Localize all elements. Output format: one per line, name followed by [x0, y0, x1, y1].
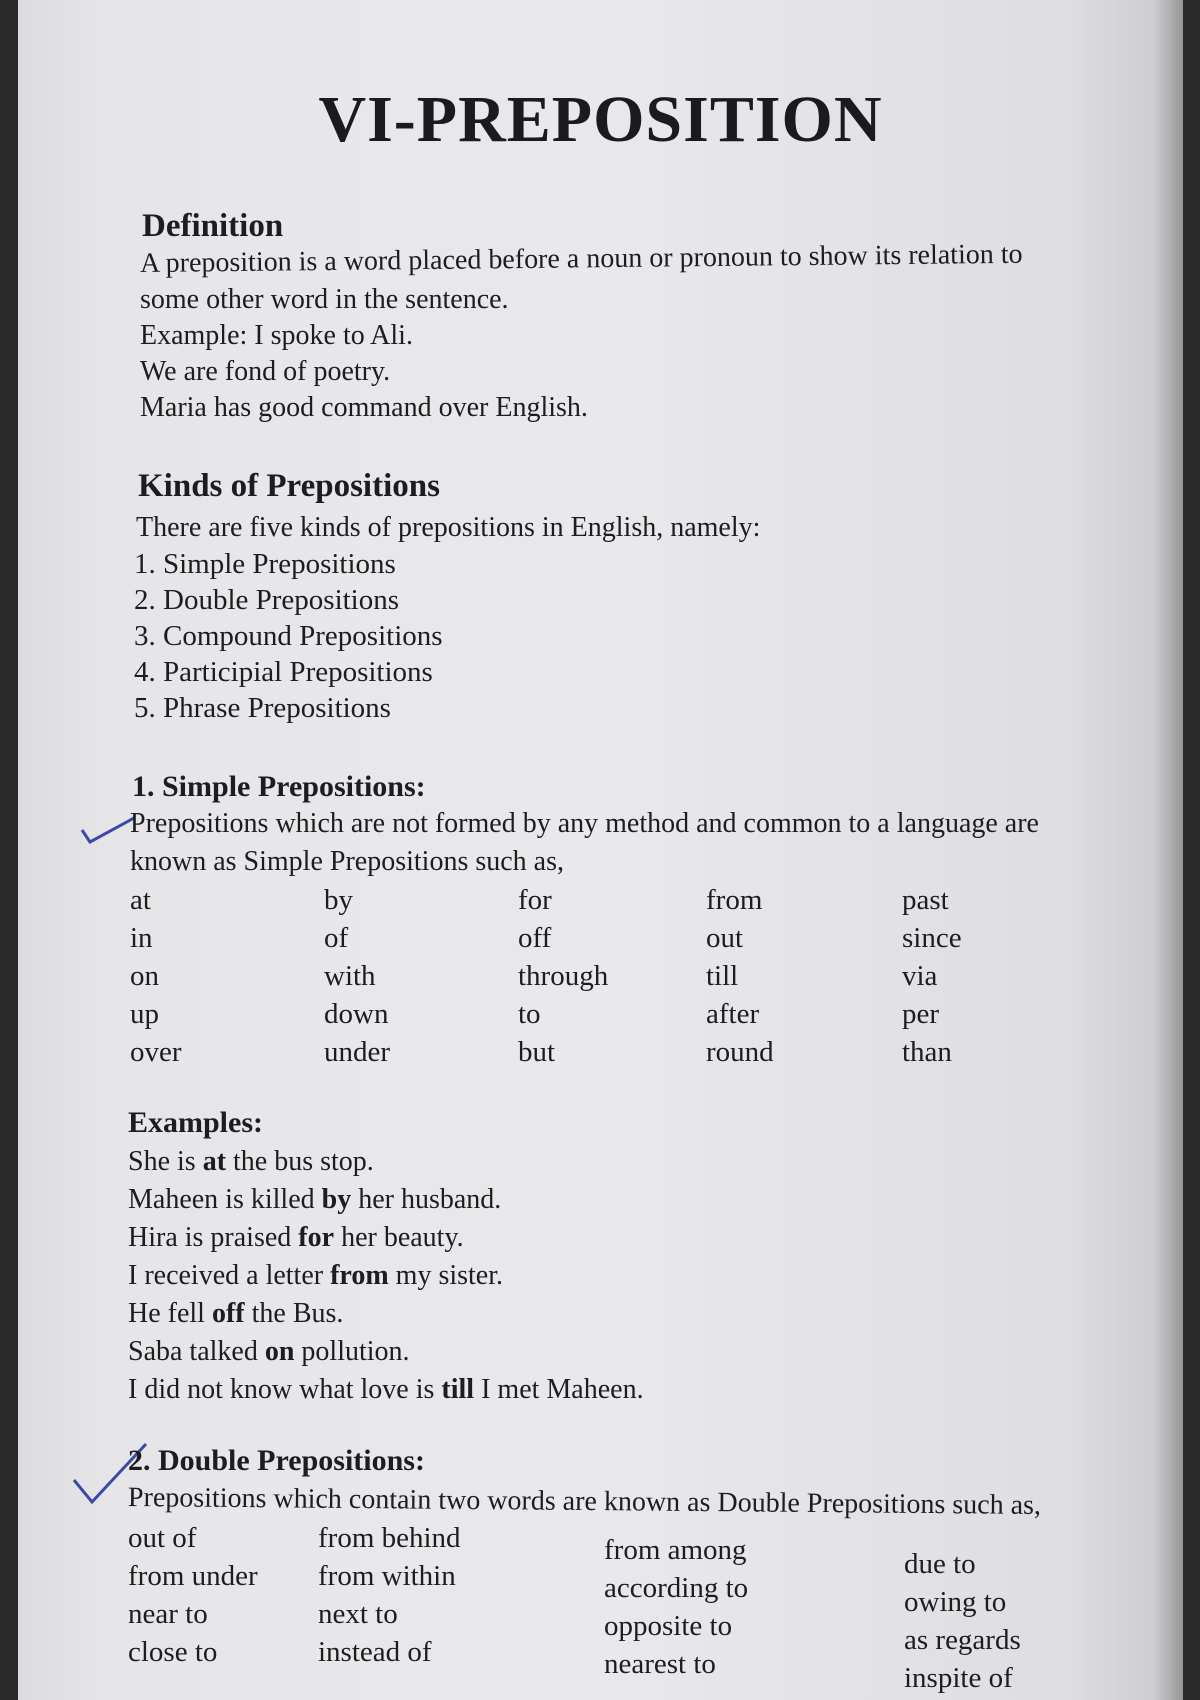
double-preposition-phrase: opposite to — [604, 1610, 733, 1642]
double-preposition-phrase: next to — [318, 1598, 398, 1630]
double-preposition-phrase: instead of — [318, 1636, 432, 1668]
example-sentence: Maheen is killed by her husband. — [128, 1184, 502, 1215]
simple-preposition-word: through — [518, 960, 609, 992]
definition-example-3: Maria has good command over English. — [140, 392, 588, 423]
double-preposition-phrase: nearest to — [604, 1648, 716, 1680]
definition-heading: Definition — [142, 208, 284, 244]
simple-preposition-word: up — [130, 998, 159, 1030]
simple-preposition-word: by — [324, 884, 353, 916]
simple-preposition-word: at — [130, 884, 151, 916]
page-edge-shadow — [1153, 0, 1183, 1700]
simple-preposition-word: to — [518, 998, 541, 1030]
simple-preposition-word: off — [518, 922, 552, 954]
simple-preposition-word: of — [324, 922, 349, 954]
definition-example-1: Example: I spoke to Ali. — [140, 320, 413, 351]
definition-line-2: some other word in the sentence. — [140, 284, 509, 315]
double-preposition-phrase: according to — [604, 1572, 749, 1604]
double-preposition-phrase: from behind — [318, 1522, 461, 1554]
kinds-heading: Kinds of Prepositions — [138, 468, 440, 504]
simple-preposition-word: since — [902, 922, 962, 954]
simple-preposition-word: over — [130, 1036, 182, 1068]
kinds-item-1: 1. Simple Prepositions — [134, 548, 396, 580]
double-preposition-phrase: from within — [318, 1560, 456, 1592]
double-preposition-phrase: near to — [128, 1598, 208, 1630]
page-title: VI-PREPOSITION — [318, 83, 883, 156]
example-sentence: I received a letter from my sister. — [128, 1260, 504, 1291]
kinds-item-3: 3. Compound Prepositions — [134, 620, 443, 652]
simple-preposition-word: with — [324, 960, 376, 992]
kinds-item-5: 5. Phrase Prepositions — [134, 692, 391, 724]
double-preposition-phrase: inspite of — [904, 1662, 1013, 1694]
simple-preposition-word: round — [706, 1036, 774, 1068]
simple-preposition-word: for — [518, 884, 552, 916]
simple-line-1: Prepositions which are not formed by any method and common to a language are — [130, 808, 1039, 839]
kinds-intro: There are five kinds of prepositions in English, namely: — [136, 512, 761, 543]
simple-preposition-word: down — [324, 998, 389, 1030]
simple-heading: 1. Simple Prepositions: — [132, 770, 426, 803]
double-preposition-phrase: as regards — [904, 1624, 1021, 1656]
double-preposition-phrase: out of — [128, 1522, 197, 1554]
double-heading: 2. Double Prepositions: — [128, 1444, 425, 1477]
simple-preposition-word: past — [902, 884, 949, 916]
double-line-1: Prepositions which contain two words are known as Double Prepositions such as, — [127, 1482, 1042, 1521]
kinds-item-2: 2. Double Prepositions — [134, 584, 400, 616]
simple-preposition-word: till — [706, 960, 739, 992]
simple-preposition-word: but — [518, 1036, 556, 1068]
examples-heading: Examples: — [128, 1106, 263, 1139]
example-sentence: She is at the bus stop. — [128, 1146, 374, 1177]
double-preposition-phrase: due to — [904, 1548, 976, 1580]
example-sentence: Saba talked on pollution. — [128, 1336, 410, 1367]
double-preposition-phrase: close to — [128, 1636, 218, 1668]
double-preposition-phrase: from under — [128, 1560, 258, 1592]
simple-preposition-word: on — [130, 960, 159, 992]
simple-preposition-word: via — [902, 960, 938, 992]
simple-preposition-word: out — [706, 922, 744, 954]
simple-preposition-word: than — [902, 1036, 952, 1068]
simple-preposition-word: from — [706, 884, 763, 916]
simple-preposition-word: under — [324, 1036, 391, 1068]
definition-example-2: We are fond of poetry. — [140, 356, 391, 387]
example-sentence: Hira is praised for her beauty. — [128, 1222, 464, 1253]
simple-line-2: known as Simple Prepositions such as, — [130, 846, 564, 877]
simple-preposition-word: after — [706, 998, 760, 1030]
simple-preposition-word: per — [902, 998, 940, 1030]
pen-tick-mark-1 — [78, 812, 138, 848]
simple-preposition-word: in — [130, 922, 153, 954]
book-page — [18, 0, 1183, 1700]
double-preposition-phrase: from among — [604, 1534, 747, 1566]
example-sentence: He fell off the Bus. — [128, 1298, 344, 1329]
definition-line-1: A preposition is a word placed before a noun or pronoun to show its relation to — [139, 238, 1023, 279]
double-preposition-phrase: owing to — [904, 1586, 1007, 1618]
kinds-item-4: 4. Participial Prepositions — [134, 656, 433, 688]
example-sentence: I did not know what love is till I met Maheen. — [128, 1374, 644, 1405]
